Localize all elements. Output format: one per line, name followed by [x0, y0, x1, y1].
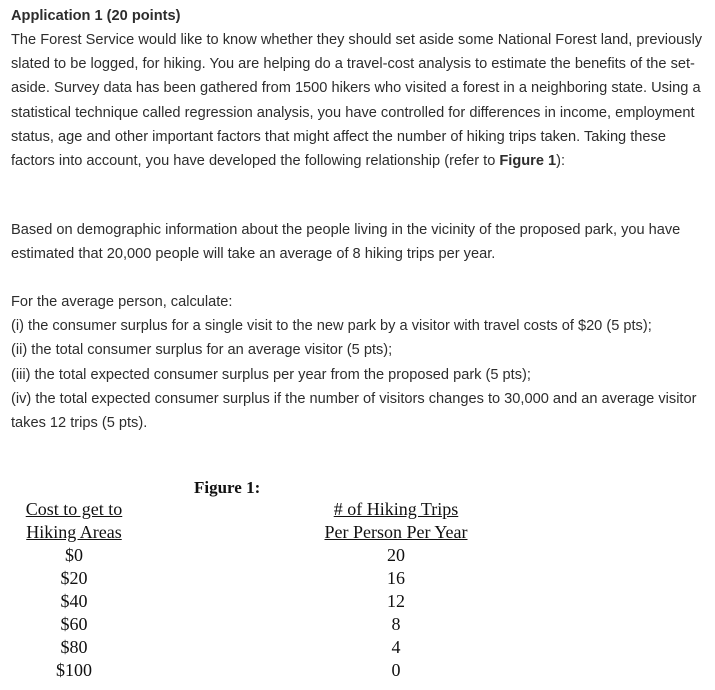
intro-text: The Forest Service would like to know whether they should set aside some National Forest land, previously slated to be logged, for hiking. You are helping do a travel-cost analysis to estimate the benefits of the set-aside. Survey data has been gathered from 1500 hikers who visited a forest in a neighboring state. Using a statistical technique called regression analysis, you have controlled for differences in income, employment status, age and other important factors that might affect the number of hiking trips taken. Taking these factors into account, you have developed the following relationship (refer to — [11, 32, 703, 170]
cost-column — [10, 498, 138, 682]
trips-header-line-2: Per Person Per Year — [324, 522, 468, 542]
intro-end: ): — [556, 153, 566, 170]
trips-header-line-1: # of Hiking Trips — [333, 499, 459, 519]
trips-cell: 0 — [391, 660, 401, 680]
figure-title: Figure 1: — [194, 478, 261, 497]
cost-header-line-2: Hiking Areas — [26, 522, 122, 542]
trips-cell: 8 — [391, 614, 401, 634]
calculate-intro: For the average person, calculate: — [11, 294, 233, 310]
trips-column — [306, 498, 486, 682]
question-i: (i) the consumer surplus for a single visit to the new park by a visitor with travel costs of $20 (5 pts); — [11, 318, 652, 335]
cost-cell: $60 — [60, 614, 88, 634]
question-iv: (iv) the total expected consumer surplus if the number of visitors changes to 30,000 and an average visitor takes 12 trips (5 pts). — [11, 390, 697, 432]
trips-cell: 20 — [387, 545, 405, 565]
cost-header-line-1: Cost to get to — [25, 499, 123, 519]
figure-reference: Figure 1 — [499, 153, 557, 170]
intro-paragraph — [11, 28, 711, 173]
trips-cell: 16 — [387, 568, 405, 588]
question-ii: (ii) the total consumer surplus for an average visitor (5 pts); — [11, 342, 393, 359]
cost-cell: $20 — [60, 568, 88, 588]
problem-title: Application 1 (20 points) — [11, 8, 181, 24]
cost-cell: $80 — [60, 637, 88, 657]
demographics-paragraph: Based on demographic information about the people living in the vicinity of the proposed park, you have estimated that 20,000 people will take an average of 8 hiking trips per year. — [11, 222, 681, 263]
question-iii: (iii) the total expected consumer surplus per year from the proposed park (5 pts); — [11, 366, 531, 383]
cost-cell: $0 — [65, 545, 83, 565]
cost-cell: $40 — [60, 591, 88, 611]
trips-cell: 12 — [387, 591, 405, 611]
cost-cell: $100 — [56, 660, 92, 680]
trips-cell: 4 — [391, 637, 401, 657]
questions-block — [11, 290, 711, 435]
